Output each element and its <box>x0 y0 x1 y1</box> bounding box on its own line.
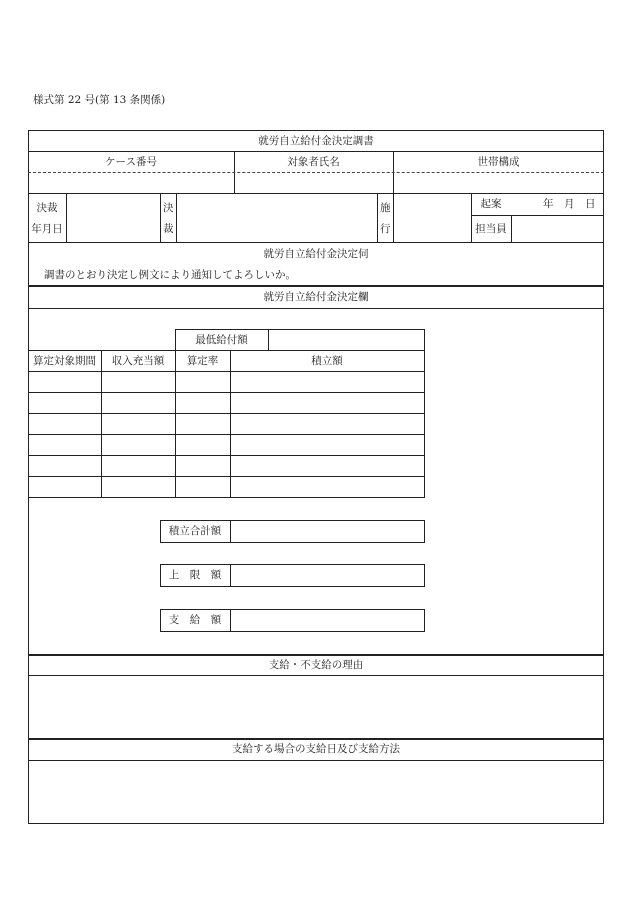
household-label: 世帯構成 <box>477 156 520 168</box>
decision-date-label-2: 年月日 <box>31 223 63 235</box>
subject-name-label: 対象者氏名 <box>287 156 340 168</box>
form-title: 就労自立給付金決定調書 <box>258 135 374 147</box>
decision-section-title: 就労自立給付金決定欄 <box>263 291 369 303</box>
payment-label: 支 給 額 <box>168 614 222 626</box>
subject-name-field[interactable] <box>235 173 393 193</box>
total-label: 積立合計額 <box>168 525 222 537</box>
kessai-field[interactable] <box>177 194 377 242</box>
limit-field[interactable] <box>231 565 424 586</box>
col-rate: 算定率 <box>186 355 219 367</box>
draft-date[interactable]: 年 月 日 <box>543 198 596 210</box>
person-field[interactable] <box>512 216 604 242</box>
limit-label: 上 限 額 <box>168 569 222 581</box>
household-field[interactable] <box>394 173 604 193</box>
person-label: 担当員 <box>475 223 507 235</box>
shikou-field[interactable] <box>394 194 471 242</box>
col-period: 算定対象期間 <box>33 355 96 367</box>
case-number-label: ケース番号 <box>105 156 157 168</box>
table-row[interactable] <box>29 456 424 476</box>
case-number-field[interactable] <box>29 173 234 193</box>
kessai-label-2: 裁 <box>163 223 174 235</box>
min-benefit-field[interactable] <box>269 330 424 350</box>
inquiry-text: 調書のとおり決定し例文により通知してよろしいか。 <box>44 269 296 281</box>
payment-field[interactable] <box>231 610 424 631</box>
table-row[interactable] <box>29 393 424 413</box>
payment-method-title: 支給する場合の支給日及び支給方法 <box>232 743 400 755</box>
table-row[interactable] <box>29 414 424 434</box>
table-row[interactable] <box>29 435 424 455</box>
shikou-label-1: 施 <box>380 202 391 214</box>
reason-title: 支給・不支給の理由 <box>268 659 364 671</box>
table-row[interactable] <box>29 477 424 497</box>
draft-label: 起案 <box>480 198 502 210</box>
kessai-label-1: 決 <box>163 202 174 214</box>
col-amount: 積立額 <box>311 355 343 367</box>
shikou-label-2: 行 <box>380 223 391 235</box>
min-benefit-label: 最低給付額 <box>195 334 248 346</box>
table-row[interactable] <box>29 372 424 392</box>
reason-field[interactable] <box>29 676 603 737</box>
total-field[interactable] <box>231 521 424 542</box>
payment-method-field[interactable] <box>29 761 603 823</box>
decision-date-field[interactable] <box>67 194 160 242</box>
decision-date-label-1: 決裁 <box>36 202 58 214</box>
inquiry-title: 就労自立給付金決定伺 <box>263 248 369 260</box>
col-income: 収入充当額 <box>111 355 165 367</box>
form-number: 様式第 22 号(第 13 条関係) <box>33 94 166 106</box>
